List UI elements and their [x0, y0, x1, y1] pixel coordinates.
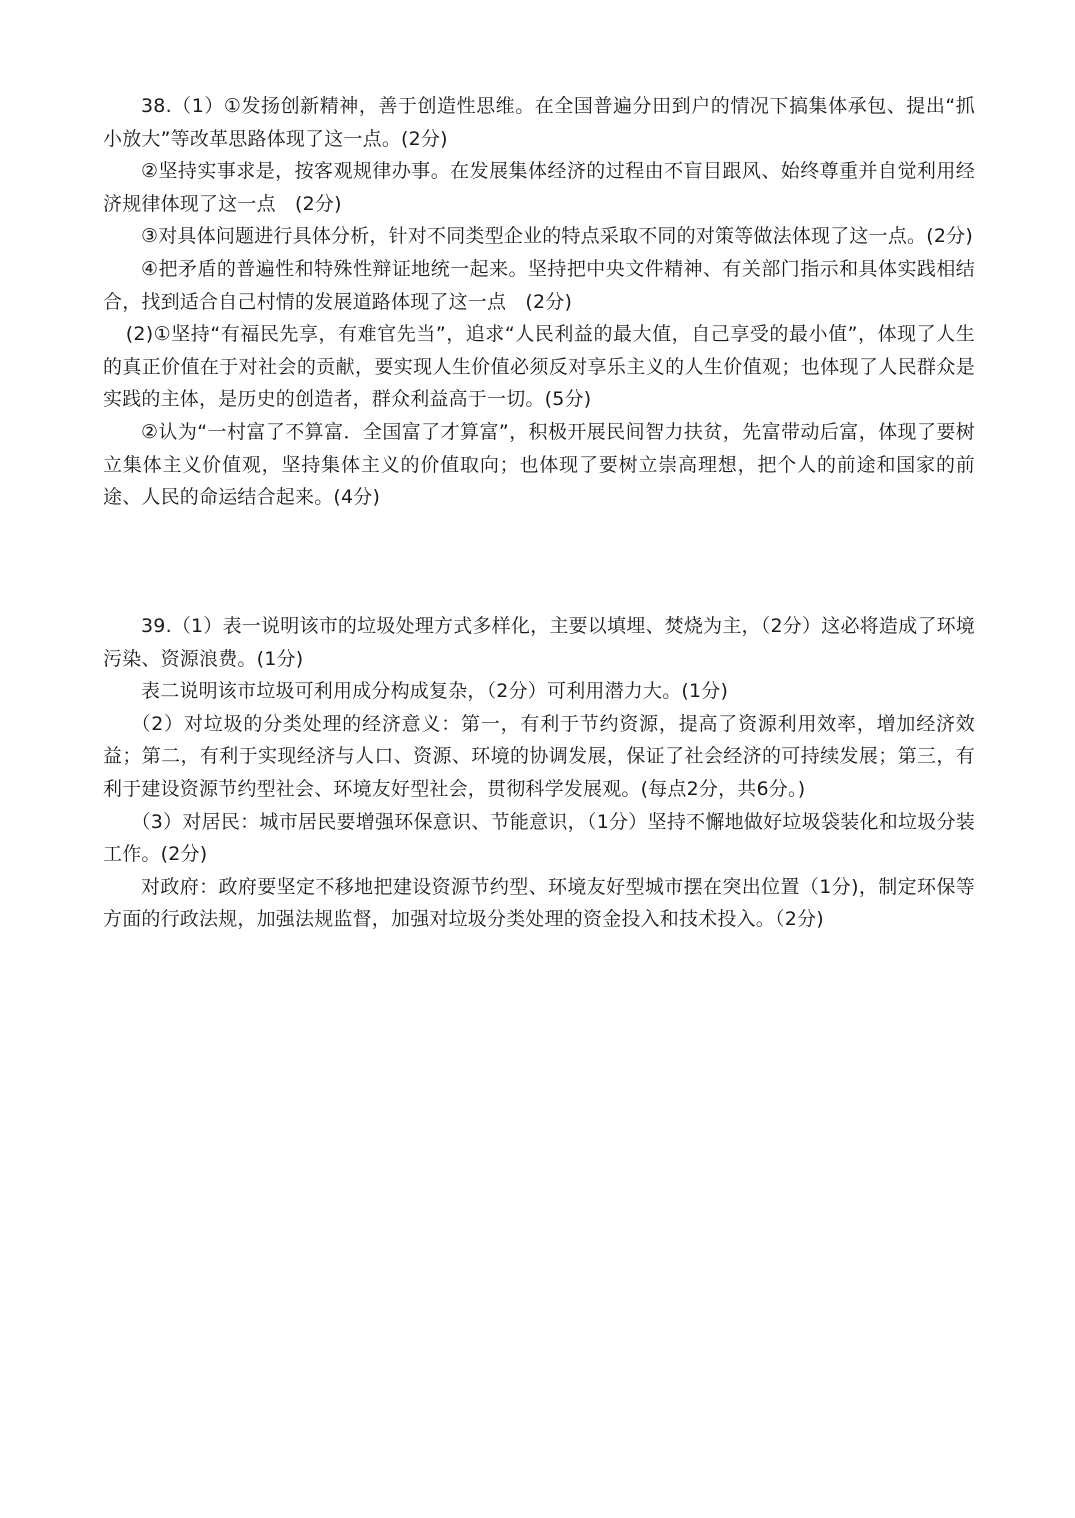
question-39-answer [103, 610, 975, 936]
q39-part3-government: 对政府：政府要坚定不移地把建设资源节约型、环境友好型城市摆在突出位置（1分)，制定环保等方面的行政法规，加强法规监督，加强对垃圾分类处理的资金投入和技术投入。（2分) [103, 875, 975, 931]
q39-part1-table1: 39.（1）表一说明该市的垃圾处理方式多样化，主要以填埋、焚烧为主，（2分）这必将造成了环境污染、资源浪费。(1分) [103, 615, 975, 670]
q38-part1-point3: ③对具体问题进行具体分析，针对不同类型企业的特点采取不同的对策等做法体现了这一点。(2分) [141, 225, 973, 248]
q38-part1-point1: 38.（1）①发扬创新精神，善于创造性思维。在全国普遍分田到户的情况下搞集体承包、提出“抓小放大”等改革思路体现了这一点。(2分) [103, 95, 975, 150]
question-38-answer [103, 90, 975, 514]
q38-part2-point2: ②认为“一村富了不算富．全国富了才算富”，积极开展民间智力扶贫，先富带动后富，体现了要树立集体主义价值观，坚持集体主义的价值取向；也体现了要树立崇高理想，把个人的前途和国家的前途、人民的命运结合起来。(4分) [103, 420, 975, 509]
q38-part2-point1: (2)①坚持“有福民先享，有难官先当”，追求“人民利益的最大值，自己享受的最小值”，体现了人生的真正价值在于对社会的贡献，要实现人生价值必须反对享乐主义的人生价值观；也体现了人民群众是实践的主体，是历史的创造者，群众利益高于一切。(5分) [103, 323, 975, 411]
q39-part2: （2）对垃圾的分类处理的经济意义：第一，有利于节约资源，提高了资源利用效率，增加经济效益；第二，有利于实现经济与人口、资源、环境的协调发展，保证了社会经济的可持续发展；第三，有利于建设资源节约型社会、环境友好型社会，贯彻科学发展观。(每点2分，共6分。) [103, 712, 975, 800]
q38-part1-point4: ④把矛盾的普遍性和特殊性辩证地统一起来。坚持把中央文件精神、有关部门指示和具体实践相结合，找到适合自己村情的发展道路体现了这一点 (2分) [103, 257, 975, 313]
q39-part3-residents: （3）对居民：城市居民要增强环保意识、节能意识，（1分）坚持不懈地做好垃圾袋装化和垃圾分装工作。(2分) [103, 810, 975, 866]
q39-part1-table2: 表二说明该市垃圾可利用成分构成复杂，（2分）可利用潜力大。(1分) [141, 680, 729, 703]
q38-part1-point2: ②坚持实事求是，按客观规律办事。在发展集体经济的过程由不盲目跟风、始终尊重并自觉利用经济规律体现了这一点 (2分) [103, 160, 975, 215]
